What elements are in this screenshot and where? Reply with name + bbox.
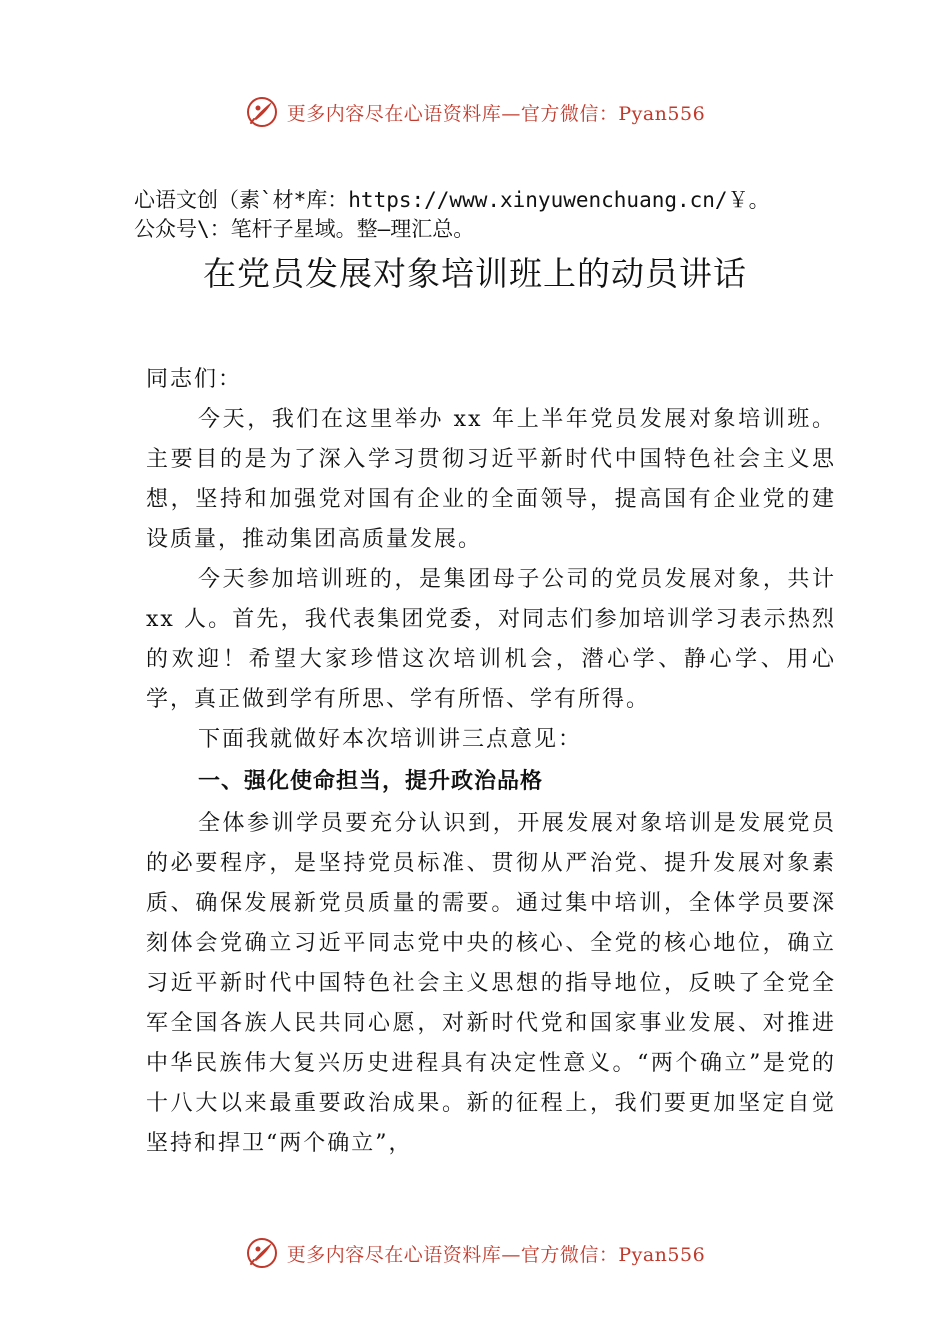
salutation: 同志们： <box>146 367 243 392</box>
footer-banner-wechat-id: Pyan556 <box>618 1243 706 1266</box>
header-banner <box>0 92 950 132</box>
header-banner-wechat-label: 官方微信： <box>520 102 619 125</box>
header-banner-wechat-id: Pyan556 <box>618 102 706 125</box>
footer-banner-text <box>287 1240 705 1267</box>
document-body <box>146 360 836 1164</box>
quill-pen-logo-icon <box>245 1236 279 1270</box>
header-banner-separator: — <box>501 102 521 125</box>
footer-banner-wechat-label: 官方微信： <box>520 1243 619 1266</box>
header-banner-text <box>287 99 705 126</box>
header-banner-slogan: 更多内容尽在心语资料库 <box>286 102 502 125</box>
document-title: 在党员发展对象培训班上的动员讲话 <box>203 254 747 293</box>
paragraph: 今天参加培训班的，是集团母子公司的党员发展对象，共计 xx 人。首先，我代表集团党委，对同志们参加培训学习表示热烈的欢迎！希望大家珍惜这次培训机会，潜心学、静心学、用心学，真正做到学有所思、学有所悟、学有所得。 <box>146 567 836 712</box>
footer-banner <box>0 1233 950 1273</box>
paragraph: 下面我就做好本次培训讲三点意见： <box>198 727 583 752</box>
paragraph: 今天，我们在这里举办 xx 年上半年党员发展对象培训班。主要目的是为了深入学习贯彻习近平新时代中国特色社会主义思想，坚持和加强党对国有企业的全面领导，提高国有企业党的建设质量，推动集团高质量发展。 <box>146 407 836 552</box>
source-line-2: 公众号\：笔杆子星域。整—理汇总。 <box>134 217 475 241</box>
section-paragraph: 全体参训学员要充分认识到，开展发展对象培训是发展党员的必要程序，是坚持党员标准、贯彻从严治党、提升发展对象素质、确保发展新党员质量的需要。通过集中培训，全体学员要深刻体会党确立习近平同志党中央的核心、全党的核心地位，确立习近平新时代中国特色社会主义思想的指导地位，反映了全党全军全国各族人民共同心愿，对新时代党和国家事业发展、对推进中华民族伟大复兴历史进程具有决定性意义。“两个确立”是党的十八大以来最重要政治成果。新的征程上，我们要更加坚定自觉坚持和捍卫“两个确立”， <box>146 811 836 1156</box>
source-line-1: 心语文创（素`材*库：https://www.xinyuwenchuang.cn/￥。 <box>134 188 770 212</box>
footer-banner-slogan: 更多内容尽在心语资料库 <box>286 1243 502 1266</box>
quill-pen-logo-icon <box>245 95 279 129</box>
section-heading: 一、强化使命担当，提升政治品格 <box>198 769 544 794</box>
source-attribution <box>134 186 854 244</box>
footer-banner-separator: — <box>501 1243 521 1266</box>
